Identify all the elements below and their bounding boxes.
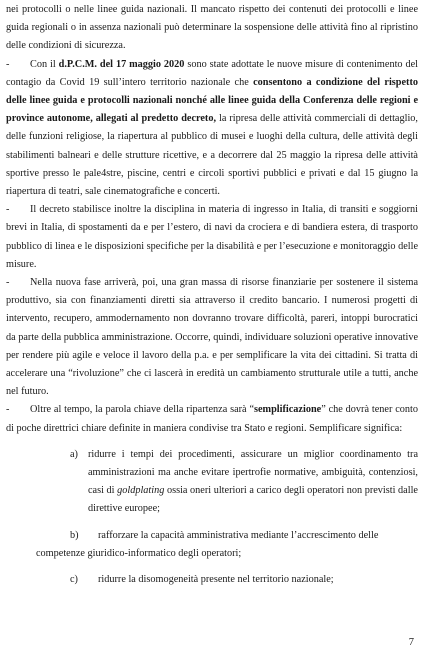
list-marker-b: b) <box>70 529 79 541</box>
bullet-dash: - <box>6 58 10 70</box>
paragraph-new-phase: - Nella nuova fase arriverà, poi, una gran massa di risorse finanziarie per sostenere il sistema produttivo, sia con finanziamenti diretti sia attraverso il credito bancario. I numerosi progetti di intervento, recupero, ammodernamento non dovranno trovare difficoltà, pareri, intoppi burocratici da parte della pubblica amministrazione. Occorre, quindi, individuare soluzioni operative innovative per rendere più agile e veloce il lavoro della p.a. e per semplificare la vita dei cittadini. Si tratta di accelerare una “rivoluzione” che ci lascerà in eredità un cambiamento strutturale utile a tutti, anche nel futuro. <box>6 274 418 401</box>
decree-title: d.P.C.M. del 17 maggio 2020 <box>58 58 185 70</box>
bold-conditions: consentono a condizione del rispetto delle linee guida e protocolli nazionali nonché alle linee guida della Conferenza delle regioni e province autonome, allegati al predetto decreto, <box>6 76 418 125</box>
list-item-b: b) rafforzare la capacità amministrativa mediante l’accrescimento delle <box>6 527 418 545</box>
bullet-dash: - <box>6 277 10 289</box>
goldplating-term: goldplating <box>117 485 165 497</box>
paragraph-intro: nei protocolli o nelle linee guida nazionali. Il mancato rispetto dei contenuti dei protocolli e linee guida regionali o in assenza nazionali può determinare la sospensione delle attività fino al ripristino delle condizioni di sicurezza. <box>6 4 418 52</box>
list-item-a: a) ridurre i tempi dei procedimenti, assicurare un miglior coordinamento tra amministrazioni ma anche evitare ipertrofie normative, ambiguità, contenziosi, casi di goldplating ossia oneri ulteriori a carico degli operatori non previsti dalle direttive europee; <box>6 446 418 519</box>
spacer <box>6 519 418 527</box>
spacer <box>6 563 418 571</box>
spacer <box>6 438 418 446</box>
bullet-dash: - <box>6 204 10 216</box>
paragraph-simplification: - Oltre al tempo, la parola chiave della ripartenza sarà “semplificazione” che dovrà tener conto di poche direttrici chiare definite in maniera condivise tra Stato e regioni. Semplificare significa: <box>6 401 418 437</box>
page-number: 7 <box>408 637 414 648</box>
paragraph-decree-discipline: - Il decreto stabilisce inoltre la disciplina in materia di ingresso in Italia, di transiti e soggiorni brevi in Italia, di spostamenti da e per l’estero, di navi da crociera e di bandiera estera, di trasporto pubblico di linea e le disposizioni specifiche per la disabilità e per l’esecuzione e monitoraggio delle misure. <box>6 201 418 274</box>
paragraph-dpcm: - Con il d.P.C.M. del 17 maggio 2020 sono state adottate le nuove misure di contenimento del contagio da Covid 19 sull’intero territorio nazionale che consentono a condizione del rispetto delle linee guida e protocolli nazionali nonché alle linee guida della Conferenza delle regioni e province autonome, allegati al predetto decreto, la ripresa delle attività commerciali di dettaglio, delle funzioni religiose, la riapertura al pubblico di musei e luoghi della cultura, delle attività degli stabilimenti balneari e delle strutture ricettive, e a decorrere dal 25 maggio la ripresa delle attività sportive presso le pale4stre, piscine, centri e circoli sportivi pubblici e privati e dal 15 giugno la riapertura di teatri, sale cinematografiche e concerti. <box>6 56 418 202</box>
list-marker-c: c) <box>70 574 78 586</box>
list-item-c: c) ridurre la disomogeneità presente nel territorio nazionale; <box>6 571 418 589</box>
bullet-dash: - <box>6 404 10 416</box>
list-item-b-continuation: competenze giuridico-informatico degli operatori; <box>36 547 242 559</box>
keyword-semplificazione: semplificazione <box>254 404 322 416</box>
list-marker-a: a) <box>70 448 78 460</box>
